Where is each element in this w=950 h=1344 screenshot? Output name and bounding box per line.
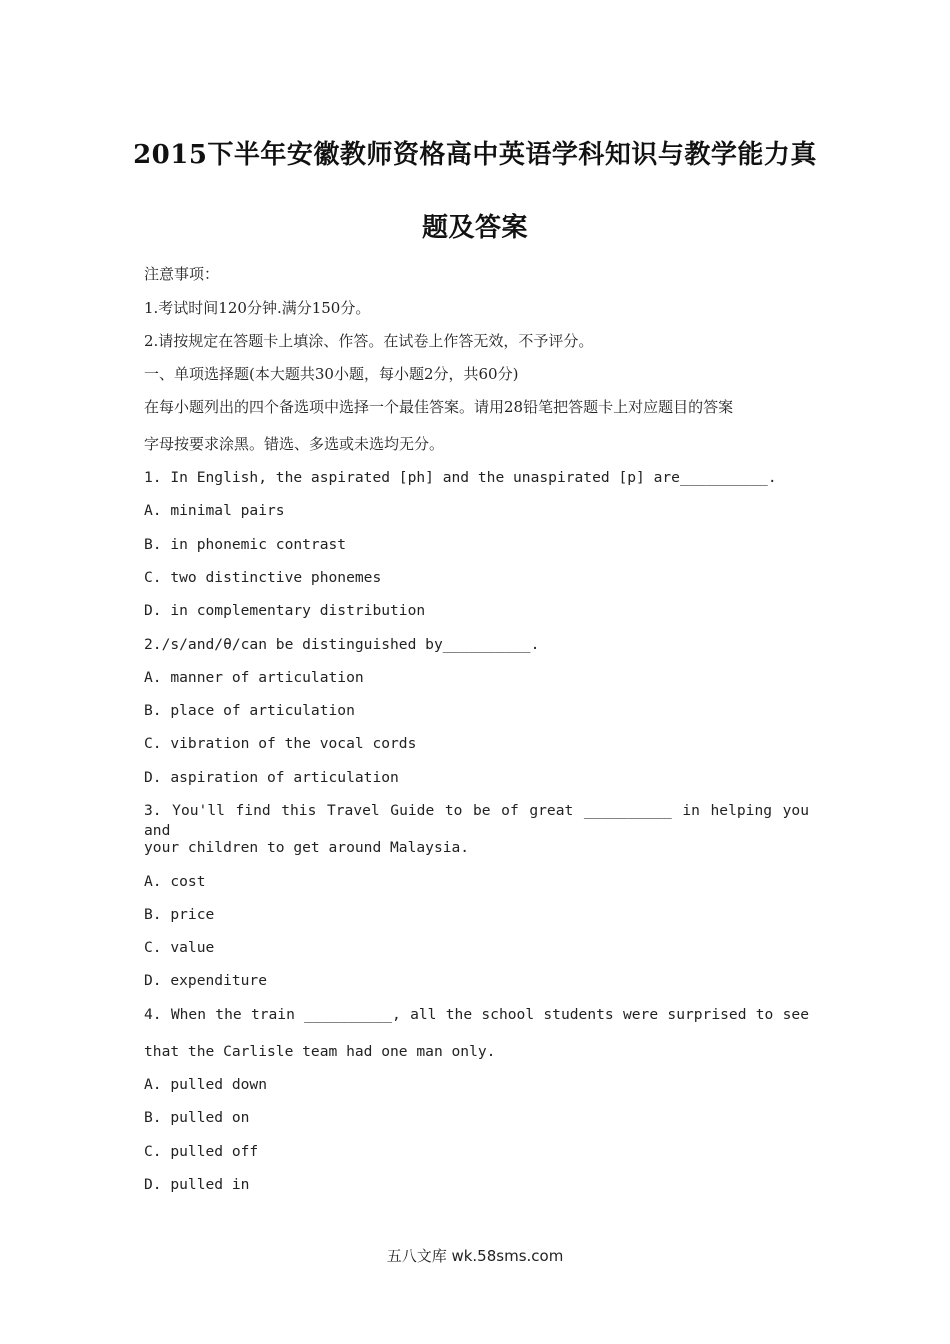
question-1-option-d: D. in complementary distribution	[144, 602, 426, 619]
question-3-stem-line-1: 3. You'll find this Travel Guide to be of great __________ in helping you and	[144, 802, 809, 839]
document-title-line-2: 题及答案	[421, 213, 528, 243]
section-instruction-line-1: 在每小题列出的四个备选项中选择一个最佳答案。请用28铅笔把答题卡上对应题目的答案	[144, 398, 734, 416]
question-2-option-a: A. manner of articulation	[144, 669, 364, 686]
question-3-option-d: D. expenditure	[144, 972, 268, 989]
question-2-stem: 2./s/and/θ/can be distinguished by__________.	[144, 636, 540, 653]
question-3-option-b: B. price	[144, 906, 215, 923]
question-4-option-c: C. pulled off	[144, 1143, 259, 1160]
question-3-option-c: C. value	[144, 939, 215, 956]
question-2-option-d: D. aspiration of articulation	[144, 769, 399, 786]
question-4-option-b: B. pulled on	[144, 1109, 250, 1126]
question-1-stem: 1. In English, the aspirated [ph] and the unaspirated [p] are__________.	[144, 469, 777, 486]
notice-heading: 注意事项：	[144, 265, 220, 283]
question-2-option-c: C. vibration of the vocal cords	[144, 735, 417, 752]
section-instruction-line-2: 字母按要求涂黑。错选、多选或未选均无分。	[144, 435, 445, 453]
question-4-option-a: A. pulled down	[144, 1076, 268, 1093]
notice-item-2: 2.请按规定在答题卡上填涂、作答。在试卷上作答无效，不予评分。	[144, 332, 594, 350]
question-1-option-c: C. two distinctive phonemes	[144, 569, 382, 586]
section-heading: 一、单项选择题(本大题共30小题，每小题2分，共60分)	[144, 365, 519, 383]
question-1-option-b: B. in phonemic contrast	[144, 536, 347, 553]
question-3-option-a: A. cost	[144, 873, 206, 890]
question-4-option-d: D. pulled in	[144, 1176, 250, 1193]
page-footer: 五八文库 wk.58sms.com	[386, 1247, 564, 1265]
question-2-option-b: B. place of articulation	[144, 702, 355, 719]
document-title-line-1: 2015下半年安徽教师资格高中英语学科知识与教学能力真	[133, 140, 817, 170]
question-4-stem-line-1: 4. When the train __________, all the school students were surprised to see	[144, 1006, 809, 1023]
question-1-option-a: A. minimal pairs	[144, 502, 285, 519]
notice-item-1: 1.考试时间120分钟.满分150分。	[144, 299, 371, 317]
question-4-stem-line-2: that the Carlisle team had one man only.	[144, 1043, 496, 1060]
question-3-stem-line-2: your children to get around Malaysia.	[144, 839, 470, 856]
